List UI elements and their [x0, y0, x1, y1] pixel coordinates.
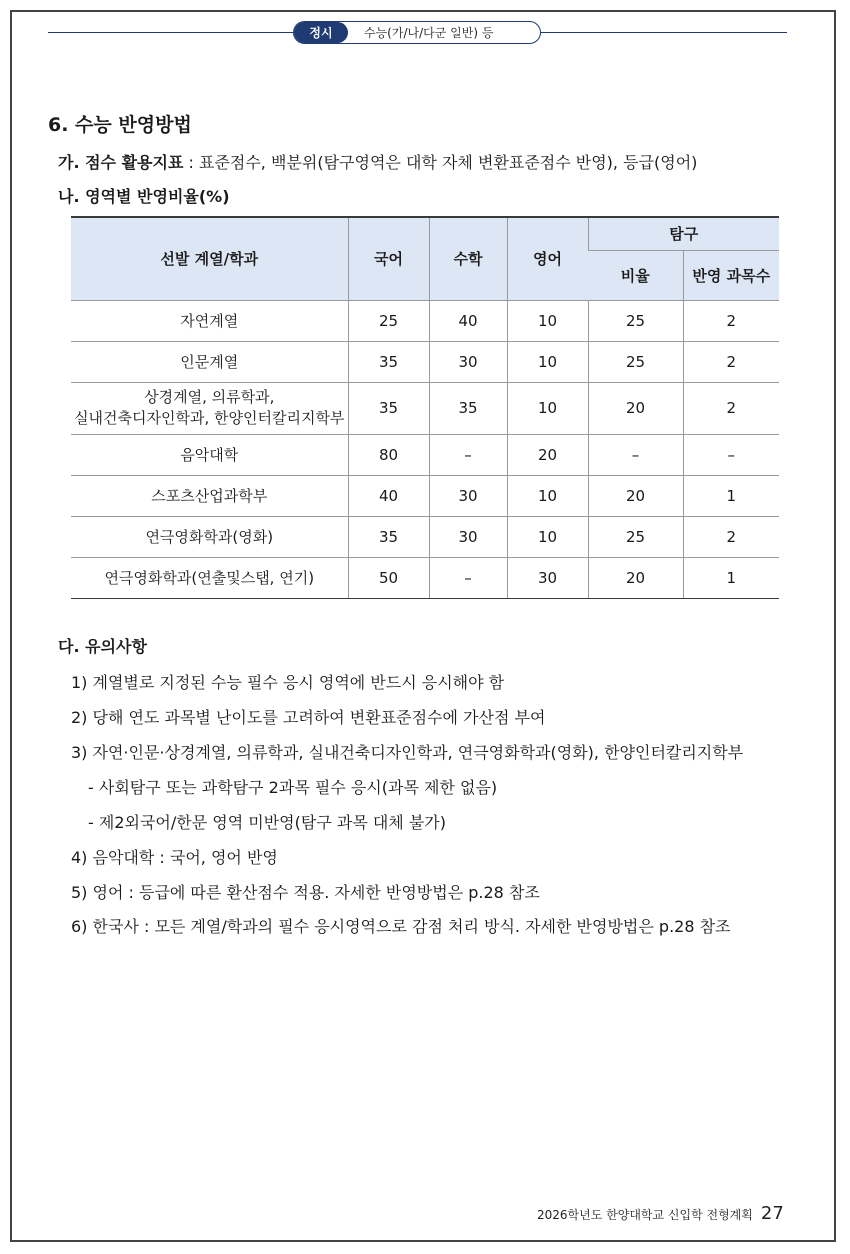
row-ratio: 25	[588, 300, 683, 341]
subsection-ga-text: : 표준점수, 백분위(탐구영역은 대학 자체 변환표준점수 반영), 등급(영어)	[183, 153, 698, 172]
table-row	[71, 557, 779, 598]
subsection-na-label: 나. 영역별 반영비율(%)	[58, 187, 230, 206]
row-math: 30	[429, 341, 507, 382]
row-name: 음악대학	[71, 434, 348, 475]
table-row	[71, 434, 779, 475]
note-item: 2) 당해 연도 과목별 난이도를 고려하여 변환표준점수에 가산점 부여	[71, 708, 546, 727]
table-row	[71, 300, 779, 341]
table-row	[71, 382, 779, 434]
table-row	[71, 516, 779, 557]
note-item: 3) 자연·인문·상경계열, 의류학과, 실내건축디자인학과, 연극영화학과(영화), 한양인터칼리지학부	[71, 743, 744, 762]
row-name-line2: 실내건축디자인학과, 한양인터칼리지학부	[74, 409, 345, 427]
row-math: 35	[429, 382, 507, 434]
subsection-ga-label: 가. 점수 활용지표	[58, 153, 184, 172]
note-subitem: - 사회탐구 또는 과학탐구 2과목 필수 응시(과목 제한 없음)	[88, 778, 498, 797]
header-text: 수능(가/나/다군 일반) 등	[364, 26, 494, 40]
row-korean: 25	[348, 300, 429, 341]
row-korean: 40	[348, 475, 429, 516]
row-ratio: 20	[588, 475, 683, 516]
row-english: 10	[507, 300, 588, 341]
table-row	[71, 341, 779, 382]
page-number: 27	[760, 1203, 784, 1224]
row-math: 40	[429, 300, 507, 341]
row-name: 연극영화학과(연출및스탭, 연기)	[71, 557, 348, 598]
note-item: 5) 영어 : 등급에 따른 환산점수 적용. 자세한 반영방법은 p.28 참조	[71, 883, 540, 902]
note-item: 4) 음악대학 : 국어, 영어 반영	[71, 848, 278, 867]
note-item: 6) 한국사 : 모든 계열/학과의 필수 응시영역으로 감점 처리 방식. 자세한 반영방법은 p.28 참조	[71, 917, 731, 936]
row-korean: 50	[348, 557, 429, 598]
row-ratio: 20	[588, 382, 683, 434]
note-subitem: - 제2외국어/한문 영역 미반영(탐구 과목 대체 불가)	[88, 813, 447, 832]
row-ratio: –	[588, 434, 683, 475]
row-korean: 35	[348, 341, 429, 382]
row-english: 20	[507, 434, 588, 475]
row-subjects: 2	[683, 341, 779, 382]
row-name-line1: 상경계열, 의류학과,	[144, 388, 275, 406]
row-ratio: 20	[588, 557, 683, 598]
table-row	[71, 475, 779, 516]
row-name: 인문계열	[71, 341, 348, 382]
ratio-table	[71, 216, 779, 599]
row-english: 10	[507, 382, 588, 434]
header-inquiry-ratio: 비율	[588, 250, 683, 300]
row-subjects: 1	[683, 557, 779, 598]
header-inquiry-subjects: 반영 과목수	[683, 250, 779, 300]
header-korean: 국어	[348, 217, 429, 300]
row-korean: 35	[348, 382, 429, 434]
row-math: 30	[429, 475, 507, 516]
row-english: 30	[507, 557, 588, 598]
row-name	[71, 382, 348, 434]
row-math: –	[429, 557, 507, 598]
section-title: 6. 수능 반영방법	[48, 114, 192, 136]
header-english: 영어	[507, 217, 588, 300]
row-name: 자연계열	[71, 300, 348, 341]
header-inquiry: 탐구	[588, 217, 779, 250]
footer-text: 2026학년도 한양대학교 신입학 전형계획	[537, 1208, 753, 1222]
notes-title: 다. 유의사항	[58, 637, 147, 656]
header-rule-right	[540, 32, 787, 33]
header-math: 수학	[429, 217, 507, 300]
row-english: 10	[507, 516, 588, 557]
header-badge	[293, 21, 541, 44]
note-item: 1) 계열별로 지정된 수능 필수 응시 영역에 반드시 응시해야 함	[71, 673, 505, 692]
subsection-na	[58, 184, 230, 207]
row-subjects: 2	[683, 516, 779, 557]
row-english: 10	[507, 475, 588, 516]
row-subjects: 2	[683, 382, 779, 434]
row-korean: 80	[348, 434, 429, 475]
header-rule-left	[48, 32, 293, 33]
row-name: 스포츠산업과학부	[71, 475, 348, 516]
row-english: 10	[507, 341, 588, 382]
row-korean: 35	[348, 516, 429, 557]
row-subjects: 2	[683, 300, 779, 341]
header-tag: 정시	[294, 22, 348, 43]
subsection-ga	[58, 150, 697, 173]
row-ratio: 25	[588, 516, 683, 557]
row-subjects: 1	[683, 475, 779, 516]
row-ratio: 25	[588, 341, 683, 382]
row-math: 30	[429, 516, 507, 557]
header-category: 선발 계열/학과	[71, 217, 348, 300]
row-name: 연극영화학과(영화)	[71, 516, 348, 557]
page-footer	[537, 1203, 784, 1224]
row-subjects: –	[683, 434, 779, 475]
row-math: –	[429, 434, 507, 475]
